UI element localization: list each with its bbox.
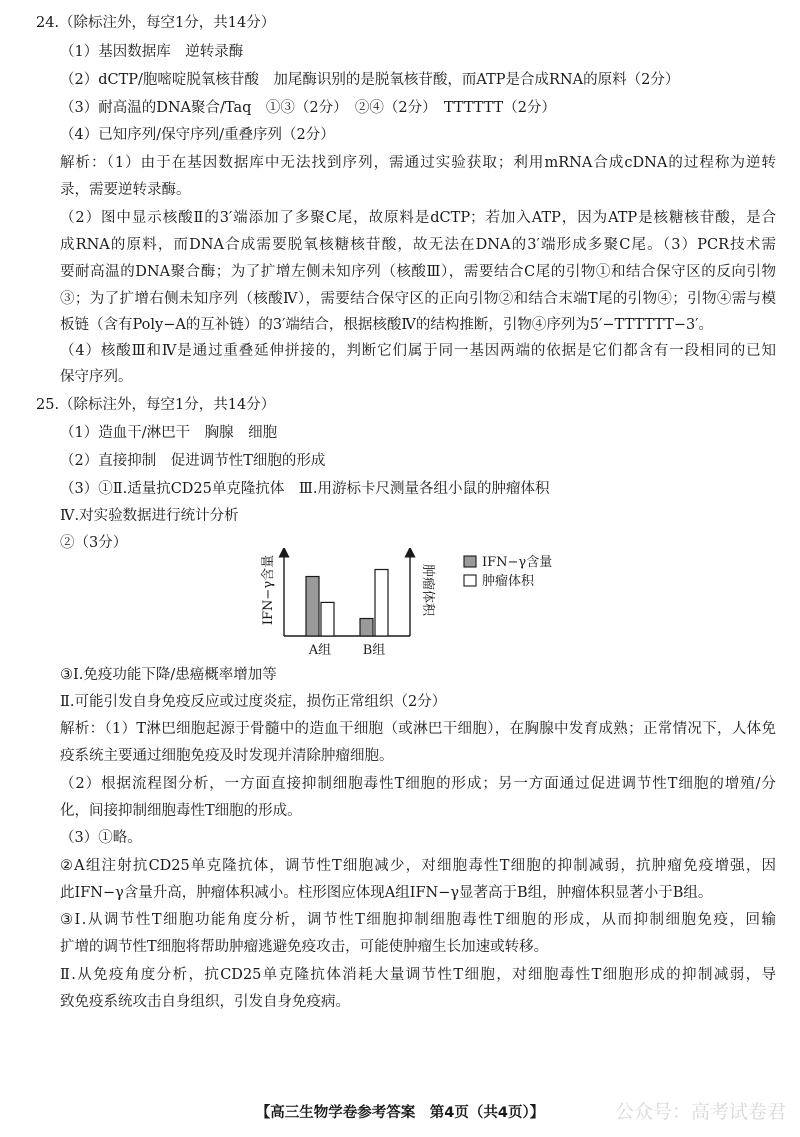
x-tick-label: B组 [362, 643, 386, 658]
q25-explanation-line: 致免疫系统攻击自身组织，引发自身免疫病。 [60, 994, 350, 1010]
q25-explanation-line: （3）①略。 [60, 830, 142, 846]
y-axis-right-label: 肿瘤体积 [420, 563, 435, 617]
q25-answer-2: （2）直接抑制 促进调节性T细胞的形成 [60, 453, 326, 469]
q25-explanation-line: 疫系统主要通过细胞免疫及时发现并清除肿瘤细胞。 [60, 748, 394, 764]
q24-explanation-line: 录，需要逆转录酶。 [60, 182, 191, 198]
page-footer: 【高三生物学卷参考答案 第4页（共4页）】 [255, 1105, 545, 1121]
q25-explanation-line: 扩增的调节性T细胞将帮助肿瘤逃避免疫攻击，可能使肿瘤生长加速或转移。 [60, 939, 549, 955]
bar-chart [250, 548, 570, 660]
bar-ifn-a [306, 577, 319, 637]
q24-explanation-line: （2）图中显示核酸Ⅱ的3′端添加了多聚C尾，故原料是dCTP；若加入ATP，因为ATP是核糖核苷酸，是合 [60, 210, 776, 226]
legend-label: IFN−γ含量 [482, 555, 553, 570]
y-axis-left-label: IFN−γ含量 [261, 554, 276, 626]
watermark: 公众号：高考试卷君 [614, 1101, 786, 1123]
q25-explanation-line: 解析：（1）T淋巴细胞起源于骨髓中的造血干细胞（或淋巴干细胞），在胸腺中发育成熟；正常情况下，人体免 [60, 721, 776, 737]
legend-label: 肿瘤体积 [482, 574, 535, 589]
q24-explanation-line: （4）核酸Ⅲ和Ⅳ是通过重叠延伸拼接的，判断它们属于同一基因两端的依据是它们都含有一段相同的已知 [60, 343, 776, 359]
q25-answer-1: （1）造血干/淋巴干 胸腺 细胞 [60, 425, 278, 441]
q25-answer-3-2: ②（3分） [60, 535, 128, 551]
q24-answer-4: （4）已知序列/保守序列/重叠序列（2分） [60, 127, 335, 143]
q24-answer-3: （3）耐高温的DNA聚合/Taq ①③（2分） ②④（2分） TTTTTT（2分） [60, 100, 556, 116]
q24-answer-2: （2）dCTP/胞嘧啶脱氧核苷酸 加尾酶识别的是脱氧核苷酸，而ATP是合成RNA的原料（2分） [60, 72, 680, 88]
q25-explanation-line: 此IFN−γ含量升高，肿瘤体积减小。柱形图应体现A组IFN−γ显著高于B组，肿瘤体积显著小于B组。 [60, 885, 713, 901]
q25-header: 25.（除标注外，每空1分，共14分） [36, 397, 276, 413]
q25-explanation-line: （2）根据流程图分析，一方面直接抑制细胞毒性T细胞的形成；另一方面通过促进调节性T细胞的增殖/分 [60, 776, 776, 792]
q24-explanation-line: 解析：（1）由于在基因数据库中无法找到序列，需通过实验获取；利用mRNA合成cDNA的过程称为逆转 [60, 155, 776, 171]
bar-tumor-b [375, 570, 388, 637]
q24-explanation-line: 板链（含有Poly−A的互补链）的3′端结合，根据核酸Ⅳ的结构推断，引物④序列为5′−TTTTTT−3′。 [60, 317, 714, 333]
q25-explanation-line: ②A组注射抗CD25单克隆抗体，调节性T细胞减少，对细胞毒性T细胞的抑制减弱，抗肿瘤免疫增强，因 [60, 858, 776, 874]
legend-swatch [464, 575, 476, 586]
q25-explanation-line: 化，间接抑制细胞毒性T细胞的形成。 [60, 803, 302, 819]
q24-answer-1: （1）基因数据库 逆转录酶 [60, 44, 244, 60]
q25-explanation-line: Ⅱ.从免疫角度分析，抗CD25单克隆抗体消耗大量调节性T细胞，对细胞毒性T细胞形成的抑制减弱，导 [60, 967, 776, 983]
q25-answer-3-3: ③Ⅰ.免疫功能下降/患癌概率增加等 [60, 667, 277, 683]
bar-ifn-b [360, 619, 373, 637]
q24-header: 24.（除标注外，每空1分，共14分） [36, 15, 276, 31]
q24-explanation-line: 要耐高温的DNA聚合酶；为了扩增左侧未知序列（核酸Ⅲ），需要结合C尾的引物①和结合保守区的反向引物 [60, 264, 776, 280]
q25-answer-3: （3）①Ⅱ.适量抗CD25单克隆抗体 Ⅲ.用游标卡尺测量各组小鼠的肿瘤体积 [60, 481, 550, 497]
x-tick-label: A组 [308, 643, 332, 658]
bar-tumor-a [321, 602, 334, 636]
q25-answer-3-iv: Ⅳ.对实验数据进行统计分析 [60, 508, 239, 524]
legend-swatch [464, 556, 476, 567]
q24-explanation-line: 成RNA的原料，而DNA合成需要脱氧核糖核苷酸，故无法在DNA的3′端形成多聚C尾。（3）PCR技术需 [60, 237, 776, 253]
q24-explanation-line: ③；为了扩增右侧未知序列（核酸Ⅳ），需要结合保守区的正向引物②和结合末端T尾的引物④；引物④需与模 [60, 291, 776, 307]
q24-explanation-line: 保守序列。 [60, 369, 133, 385]
q25-answer-3-3-ii: Ⅱ.可能引发自身免疫反应或过度炎症，损伤正常组织（2分） [60, 694, 447, 710]
q25-explanation-line: ③Ⅰ.从调节性T细胞功能角度分析，调节性T细胞抑制细胞毒性T细胞的形成，从而抑制细胞免疫，回输 [60, 912, 776, 928]
